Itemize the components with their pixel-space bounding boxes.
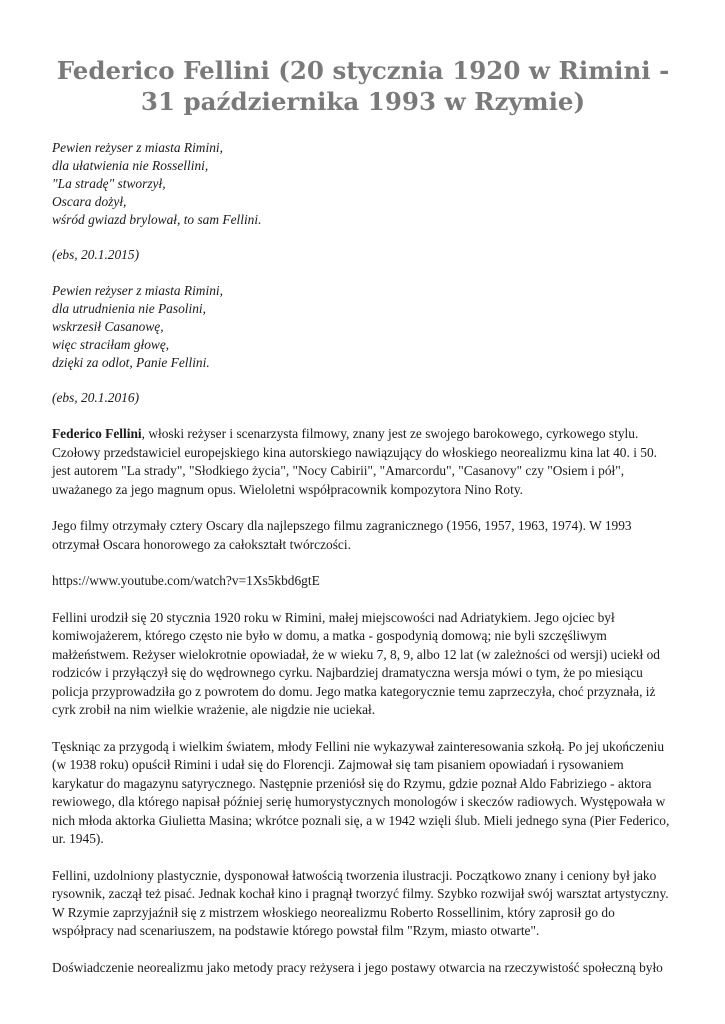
page-title: Federico Fellini (20 stycznia 1920 w Rimini - 31 października 1993 w Rzymie) [56, 56, 670, 116]
body-paragraph: Fellini, uzdolniony plastycznie, dysponował łatwością tworzenia ilustracji. Początkowo znany i ceniony był jako rysownik, zaczął też pisać. Jednak kochał kino i pragnął tworzyć filmy. Szybko rozwijał swój warsztat artystyczny. W Rzymie zaprzyjaźnił się z mistrzem włoskiego neorealizmu Roberto Rossellinim, który zaprosił go do współpracy nad scenariuszem, na podstawie którego powstał film "Rzym, miasto otwarte". [52, 867, 669, 938]
poem-line: dla utrudnienia nie Pasolini, [52, 301, 206, 316]
body-paragraph: Tęskniąc za przygodą i wielkim światem, młody Fellini nie wykazywał zainteresowania szkołą. Po jej ukończeniu (w 1938 roku) opuścił Rimini i udał się do Florencji. Zajmował się tam pisaniem opowiadań i rysowaniem karykatur do magazynu satyrycznego. Następnie przeniósł się do Rzymu, gdzie poznał Aldo Fabriziego - aktora rewiowego, dla którego napisał później serię humorystycznych monologów i skeczów radiowych. Występowała w nich młoda aktorka Giulietta Masina; wkrótce poznali się, a w 1942 wzięli ślub. Mieli jednego syna (Pier Federico, ur. 1945). [52, 738, 670, 846]
poem-line: Pewien reżyser z miasta Rimini, [52, 283, 223, 298]
video-url: https://www.youtube.com/watch?v=1Xs5kbd6gtE [52, 573, 320, 588]
poem-line: wskrzesił Casanowę, [52, 319, 164, 334]
intro-paragraph [52, 425, 674, 499]
poem-signature: (ebs, 20.1.2015) [52, 247, 140, 262]
poem-line: "La stradę" stworzył, [52, 176, 166, 191]
body-paragraph: Jego filmy otrzymały cztery Oscary dla najlepszego filmu zagranicznego (1956, 1957, 1963, 1974). W 1993 otrzymał Oscara honorowego za całokształt twórczości. [52, 518, 632, 552]
poem-line: wśród gwiazd brylował, to sam Fellini. [52, 212, 262, 227]
poem-line: Oscara dożył, [52, 194, 127, 209]
intro-text: , włoski reżyser i scenarzysta filmowy, znany jest ze swojego barokowego, cyrkowego stylu. Czołowy przedstawiciel europejskiego kina autorskiego nawiązujący do włoskiego neorealizmu kina lat 40. i 50. jest autorem "La strady", "Słodkiego życia", "Nocy Cabirii", "Amarcordu", "Casanovy" czy "Osiem i pół", uważanego za jego magnum opus. Wieloletni współpracownik kompozytora Nino Roty. [52, 426, 658, 497]
article [52, 55, 674, 977]
poem-second [52, 282, 674, 372]
poem-line: Pewien reżyser z miasta Rimini, [52, 140, 223, 155]
poem-first [52, 139, 674, 229]
poem-signature: (ebs, 20.1.2016) [52, 390, 140, 405]
subject-name: Federico Fellini [52, 426, 142, 441]
poem-line: więc straciłam głowę, [52, 337, 170, 352]
poem-line: dla ułatwienia nie Rossellini, [52, 158, 209, 173]
body-paragraph: Fellini urodził się 20 stycznia 1920 roku w Rimini, małej miejscowości nad Adriatykiem. Jego ojciec był komiwojażerem, którego często nie było w domu, a matka - gospodynią domową; nie byli szczęśliwym małżeństwem. Reżyser wielokrotnie opowiadał, że w wieku 7, 8, 9, albo 12 lat (w zależności od wersji) uciekł od rodziców i przyłączył się do wędrownego cyrku. Najbardziej dramatyczna wersja mówi o tym, że po miesiącu policja przyprowadziła go z powrotem do domu. Jego matka kategorycznie temu zaprzeczyła, choć przyznała, iż cyrk zrobił na nim wielkie wrażenie, ale nigdzie nie uciekał. [52, 609, 660, 717]
poem-line: dzięki za odlot, Panie Fellini. [52, 355, 210, 370]
body-paragraph-truncated: Doświadczenie neorealizmu jako metody pracy reżysera i jego postawy otwarcia na rzeczywistość społeczną było [52, 959, 663, 975]
